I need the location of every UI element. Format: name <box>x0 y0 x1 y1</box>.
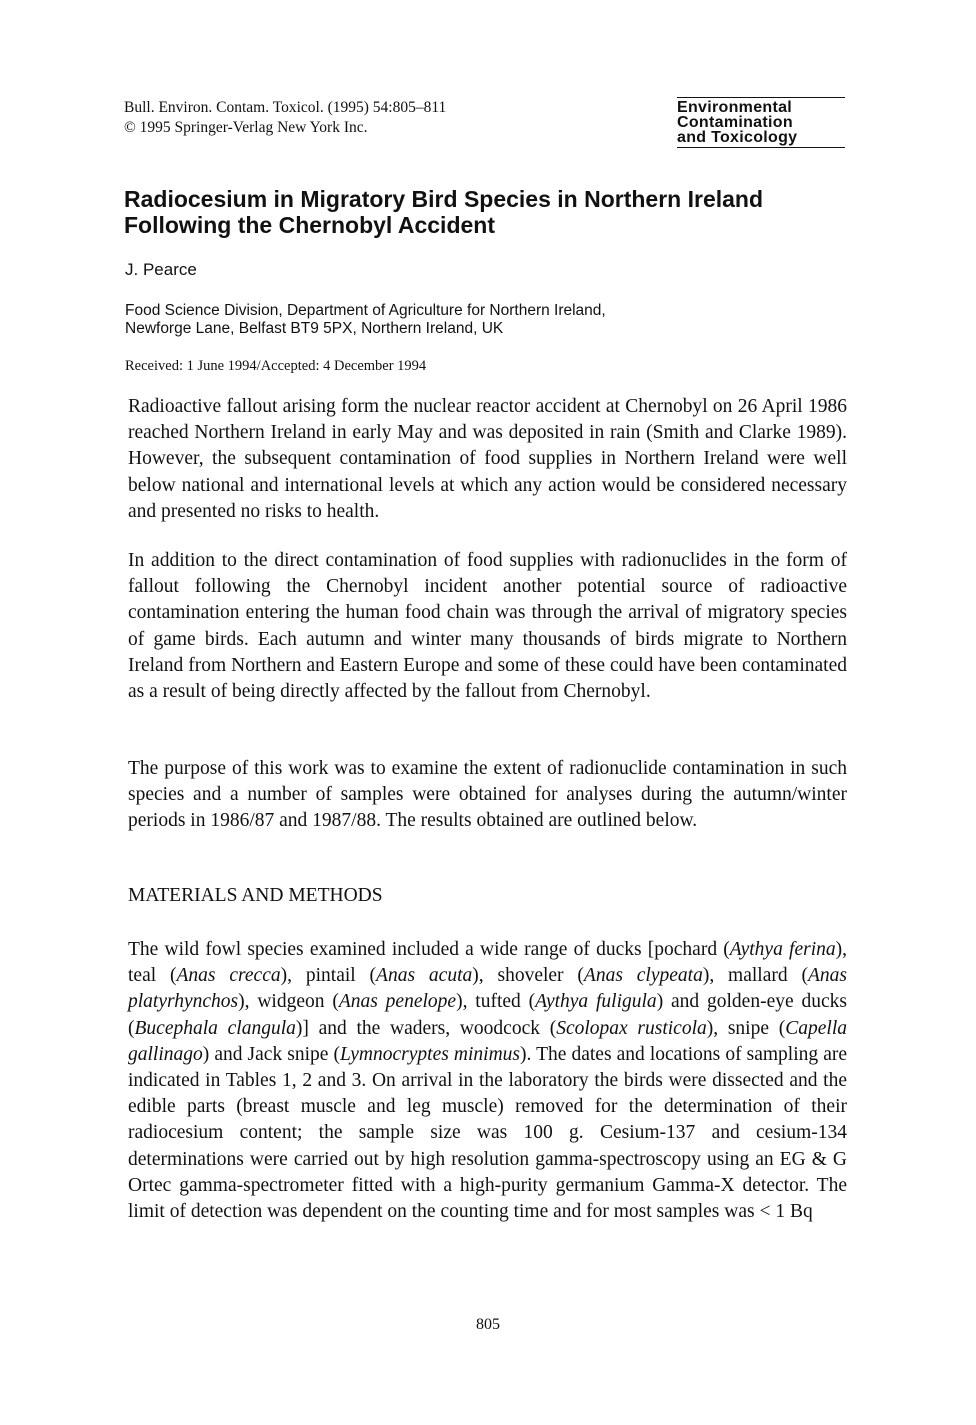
species-name: Anas platyrhynchos <box>128 965 847 1013</box>
text-run: ), mallard ( <box>702 965 808 987</box>
body-paragraph: In addition to the direct contamination of food supplies with radionuclides in the form of fallout following the Chernobyl incident another potential source of radioactive contamination entering the human food chain was through the arrival of migratory species of game birds. Each autumn and winter many thousands of birds migrate to Northern Ireland from Northern and Eastern Europe and some of these could have been contaminated as a result of being directly affected by the fallout from Chernobyl. <box>128 550 847 703</box>
species-name: Lymnocryptes minimus <box>340 1043 520 1065</box>
citation <box>124 98 446 138</box>
text-run: ), tufted ( <box>456 991 536 1013</box>
article-title: Radiocesium in Migratory Bird Species in Northern Ireland Following the Chernobyl Accident <box>124 186 764 238</box>
affiliation-line: Newforge Lane, Belfast BT9 5PX, Northern Ireland, UK <box>125 320 504 337</box>
affiliation-line: Food Science Division, Department of Agriculture for Northern Ireland, <box>125 302 606 319</box>
text-run: ), snipe ( <box>706 1017 786 1039</box>
species-name: Aythya fuligula <box>535 991 657 1013</box>
text-run: ). The dates and locations of sampling are indicated in Tables 1, 2 and 3. On arrival in the laboratory the birds were dissected and the edible parts (breast muscle and leg muscle) removed for the determination of their radiocesium content; the sample size was 100 g. Cesium-137 and cesium-134 determinations were carried out by high resolution gamma-spectroscopy using an EG & G Ortec gamma-spectrometer fitted with a high-purity germanium Gamma-X detector. The limit of detection was dependent on the counting time and for most samples was < 1 Bq <box>128 1043 848 1223</box>
body-paragraph: Radioactive fallout arising form the nuclear reactor accident at Chernobyl on 26 April 1986 reached Northern Ireland in early May and was deposited in rain (Smith and Clarke 1989). However, the subsequent contamination of food supplies in Northern Ireland were well below national and international levels at which any action would be considered necessary and presented no risks to health. <box>128 396 847 522</box>
text-run: ), teal ( <box>128 939 847 987</box>
author: J. Pearce <box>125 260 197 279</box>
copyright-line: © 1995 Springer-Verlag New York Inc. <box>124 119 368 136</box>
affiliation <box>125 302 606 338</box>
received-dates: Received: 1 June 1994/Accepted: 4 December 1994 <box>125 358 427 374</box>
citation-line: Bull. Environ. Contam. Toxicol. (1995) 54:805–811 <box>124 99 447 116</box>
species-name: Scolopax rusticola <box>556 1017 707 1039</box>
logo-rule <box>677 97 845 98</box>
logo-rule <box>677 147 845 148</box>
species-name: Anas clypeata <box>583 965 703 987</box>
logo-line: Environmental <box>677 99 793 116</box>
species-name: Bucephala clangula <box>134 1017 296 1039</box>
species-name: Aythya ferina <box>729 939 836 960</box>
text-run: ) and Jack snipe ( <box>202 1043 341 1065</box>
species-name: Anas acuta <box>376 965 473 987</box>
logo-line: Contamination <box>677 114 793 131</box>
text-run: ), shoveler ( <box>472 965 584 987</box>
page-number: 805 <box>476 1316 500 1333</box>
text-run: The wild fowl species examined included a wide range of ducks [pochard ( <box>128 939 730 960</box>
species-name: Anas crecca <box>176 965 281 987</box>
body-paragraph: The purpose of this work was to examine the extent of radionuclide contamination in such species and a number of samples were obtained for analyses during the autumn/winter periods in 1986/87 and 1987/88. The results obtained are outlined below. <box>128 758 847 832</box>
text-run: )] and the waders, woodcock ( <box>295 1017 557 1039</box>
body-paragraph <box>128 937 847 1225</box>
text-run: ), pintail ( <box>280 965 377 987</box>
section-heading: MATERIALS AND METHODS <box>128 885 383 906</box>
journal-logo <box>677 97 845 148</box>
logo-line: and Toxicology <box>677 129 798 146</box>
text-run: ) and golden-eye ducks ( <box>128 991 847 1039</box>
text-run: ), widgeon ( <box>238 991 339 1013</box>
species-name: Anas penelope <box>338 991 457 1013</box>
species-name: Capella gallinago <box>128 1017 847 1065</box>
